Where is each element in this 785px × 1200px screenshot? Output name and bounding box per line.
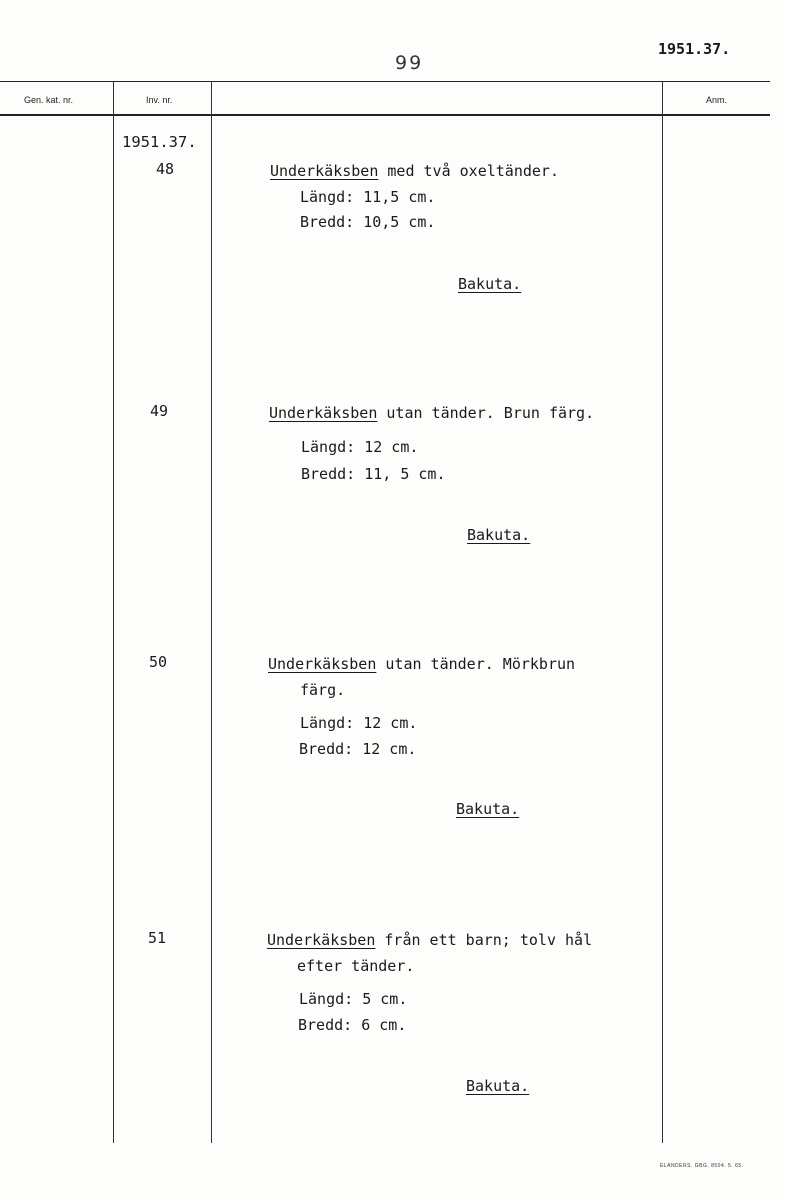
object-name: Underkäksben <box>269 404 378 422</box>
find-place: Bakuta. <box>466 1077 530 1095</box>
entry-title <box>268 655 575 673</box>
width-measurement: Bredd: 6 cm. <box>298 1016 407 1034</box>
column-header-gen-kat: Gen. kat. nr. <box>24 95 74 105</box>
object-name: Underkäksben <box>268 655 377 673</box>
find-place: Bakuta. <box>456 800 520 818</box>
object-description: från ett barn; tolv hål <box>375 931 593 949</box>
handwritten-page-number: 99 <box>395 52 424 74</box>
length-measurement: Längd: 5 cm. <box>299 990 408 1008</box>
width-measurement: Bredd: 12 cm. <box>299 740 417 758</box>
inv-number: 51 <box>148 929 167 947</box>
length-measurement: Längd: 12 cm. <box>300 714 418 732</box>
header-bottom-rule <box>0 114 770 116</box>
entry-title <box>269 404 594 422</box>
find-place: Bakuta. <box>458 275 522 293</box>
object-description: utan tänder. Brun färg. <box>377 404 595 422</box>
find-place: Bakuta. <box>467 526 531 544</box>
entry-title-continued: färg. <box>300 681 346 699</box>
object-description: med två oxeltänder. <box>378 162 559 180</box>
object-description: utan tänder. Mörkbrun <box>376 655 576 673</box>
column-divider-inv-right <box>211 81 212 1143</box>
column-header-anm: Anm. <box>706 95 728 105</box>
column-header-inv: Inv. nr. <box>146 95 173 105</box>
header-top-rule <box>0 81 770 82</box>
entry-title-continued: efter tänder. <box>297 957 415 975</box>
object-name: Underkäksben <box>267 931 376 949</box>
width-measurement: Bredd: 11, 5 cm. <box>301 465 446 483</box>
object-name: Underkäksben <box>270 162 379 180</box>
entry-title <box>267 931 592 949</box>
inv-number: 49 <box>150 402 169 420</box>
column-divider-inv-left <box>113 81 114 1143</box>
entry-title <box>270 162 559 180</box>
header-reference-number: 1951.37. <box>658 40 731 58</box>
length-measurement: Längd: 12 cm. <box>301 438 419 456</box>
length-measurement: Längd: 11,5 cm. <box>300 188 436 206</box>
inv-number: 48 <box>156 160 175 178</box>
width-measurement: Bredd: 10,5 cm. <box>300 213 436 231</box>
column-divider-anm-left <box>662 81 663 1143</box>
inv-number: 50 <box>149 653 168 671</box>
catalogue-prefix: 1951.37. <box>122 133 197 151</box>
printer-mark: ELANDERS. GBG. 8504. 5. 65. <box>660 1163 744 1169</box>
